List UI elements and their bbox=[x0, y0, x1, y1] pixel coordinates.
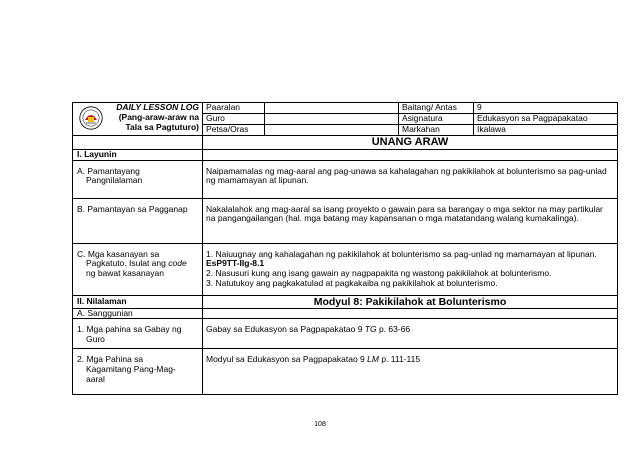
kasanayan-content: 1. Naiuugnay ang kahalagahan ng pakikilahok at bolunterismo sa pag-unlad ng mamamayan at lipunan. EsP9TT-IIg-8.1 2. Nasusuri kung ang isang gawain ay nagpapakita ng wastong pakikilahok at bolunterismo. 3. Natutukoy ang pagkakatulad at pagkakaiba ng pakikilahok at bolunterismo. bbox=[203, 243, 618, 295]
guro-value bbox=[265, 114, 399, 125]
nilalaman-row bbox=[73, 295, 618, 308]
kagamitan-content: Modyul sa Edukasyon sa Pagpapakatao 9 LM p. 111-115 bbox=[203, 349, 618, 395]
modyul-title: Modyul 8: Pakikilahok at Bolunterismo bbox=[203, 295, 618, 308]
asignatura-label: Asignatura bbox=[399, 114, 474, 125]
paaralan-label: Paaralan bbox=[203, 103, 265, 114]
title-line-2: (Pang-araw-araw na bbox=[118, 112, 199, 122]
markahan-value: Ikalawa bbox=[474, 125, 618, 136]
pamantayang-label: A. Pamantayang Pangnilalaman bbox=[73, 160, 203, 198]
pagganap-label: B. Pamantayan sa Pagganap bbox=[73, 198, 203, 243]
title-line-1: DAILY LESSON LOG bbox=[116, 102, 199, 112]
pagganap-content: Nakalalahok ang mag-aaral sa isang proyekto o gawain para sa barangay o mga sektor na may partikular na pangangailangan (hal. mga batang may kapansanan o mga matatandang walang kumakalinga). bbox=[203, 198, 618, 243]
petsa-label: Petsa/Oras bbox=[203, 125, 265, 136]
layunin-heading: I. Layunin bbox=[73, 149, 203, 160]
kasanayan-code: EsP9TT-IIg-8.1 bbox=[206, 258, 265, 269]
gabay-content: Gabay sa Edukasyon sa Pagpapakatao 9 TG p. 63-66 bbox=[203, 319, 618, 349]
guro-label: Guro bbox=[203, 114, 265, 125]
day-title-row bbox=[73, 136, 618, 150]
gabay-row bbox=[73, 319, 618, 349]
paaralan-value bbox=[265, 103, 399, 114]
asignatura-value: Edukasyon sa Pagpapakatao bbox=[474, 114, 618, 125]
kagamitan-row bbox=[73, 349, 618, 395]
pamantayang-row bbox=[73, 160, 618, 198]
petsa-value bbox=[265, 125, 399, 136]
gabay-label: 1. Mga pahina sa Gabay ng Guro bbox=[73, 319, 203, 349]
markahan-label: Markahan bbox=[399, 125, 474, 136]
day-title: UNANG ARAW bbox=[203, 136, 618, 150]
nilalaman-heading: II. Nilalaman bbox=[73, 295, 203, 308]
header-row-paaralan bbox=[73, 103, 618, 114]
baitang-value: 9 bbox=[474, 103, 618, 114]
deped-seal-icon bbox=[79, 106, 103, 130]
sanggunian-row bbox=[73, 308, 618, 319]
kasanayan-label: C. Mga kasanayan sa Pagkatuto. Isulat ang code ng bawat kasanayan bbox=[73, 243, 203, 295]
title-line-3: Tala sa Pagtuturo) bbox=[125, 122, 199, 132]
layunin-row bbox=[73, 149, 618, 160]
page-number: 108 bbox=[314, 421, 326, 428]
kagamitan-label: 2. Mga Pahina sa Kagamitang Pang-Mag- aaral bbox=[73, 349, 203, 395]
pagganap-row bbox=[73, 198, 618, 243]
sanggunian-heading: A. Sanggunian bbox=[73, 308, 203, 319]
baitang-label: Baitang/ Antas bbox=[399, 103, 474, 114]
header-logo-title-cell bbox=[73, 103, 203, 136]
kasanayan-row bbox=[73, 243, 618, 295]
pamantayang-content: Naipamamalas ng mag-aaral ang pag-unawa sa kahalagahan ng pakikilahok at bolunterismo sa pag-unlad ng mamamayan at lipunan. bbox=[203, 160, 618, 198]
daily-lesson-log-table bbox=[72, 102, 618, 395]
